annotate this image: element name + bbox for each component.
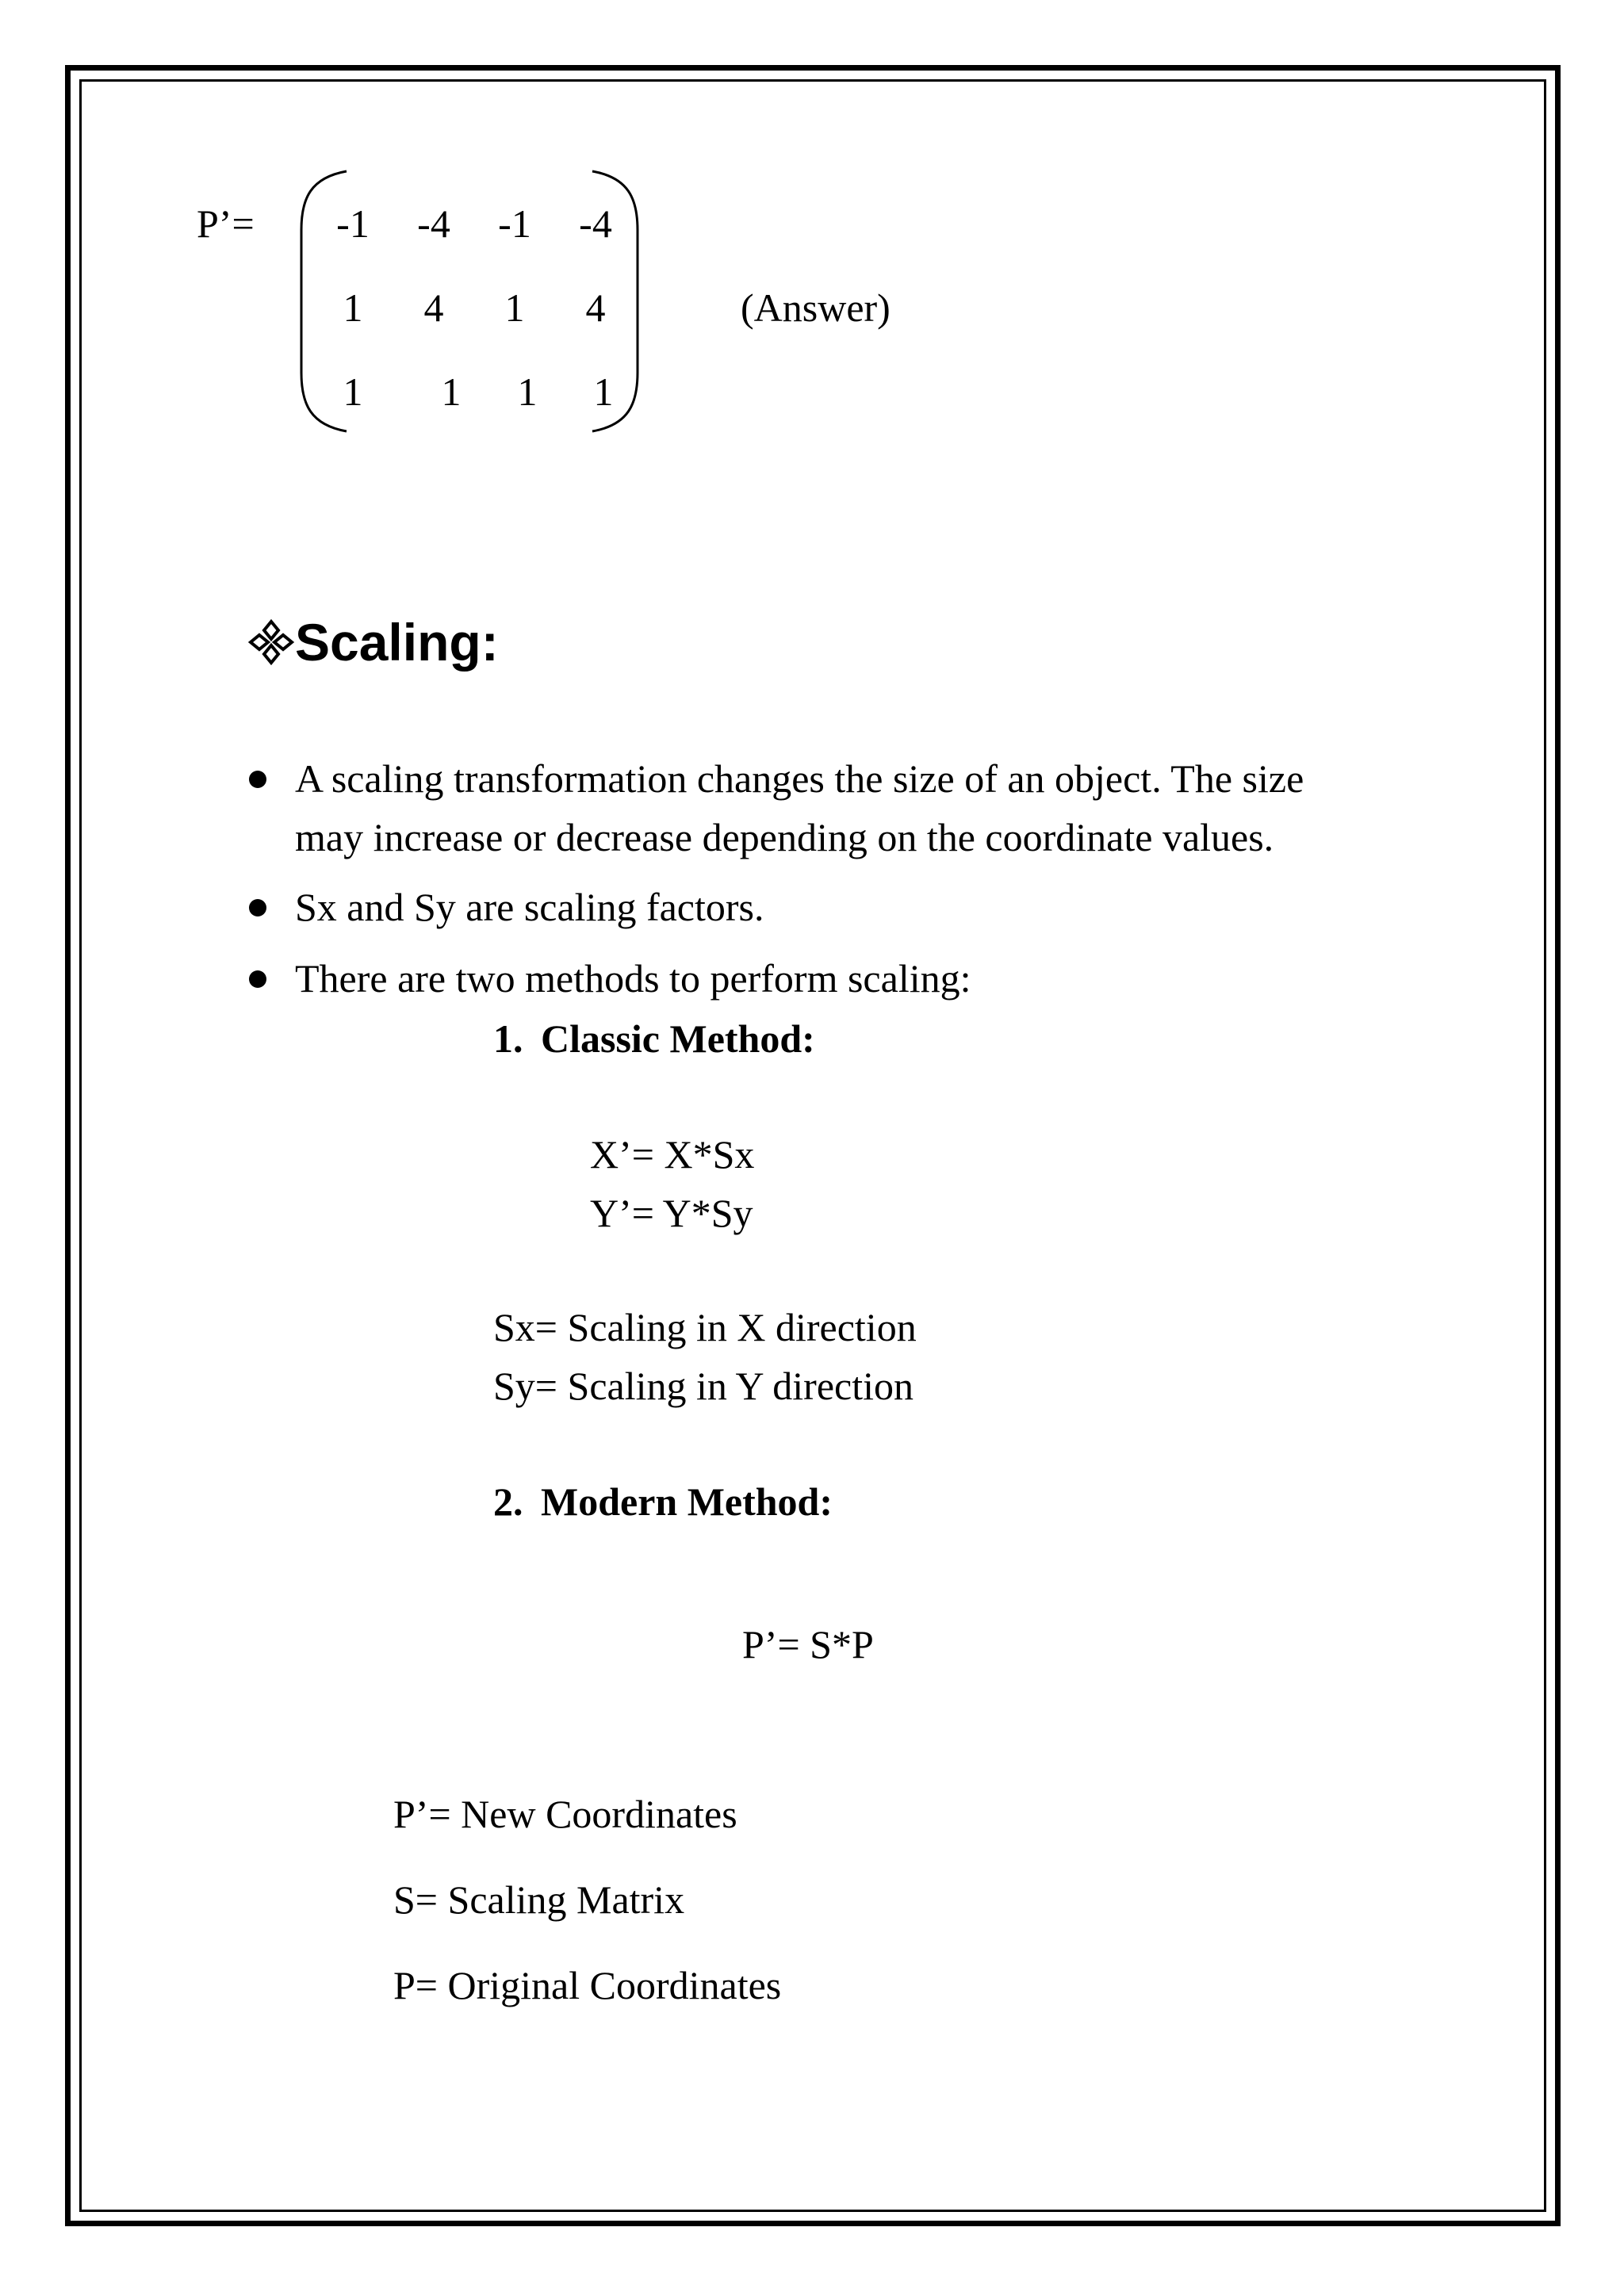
method-1-title-text: Classic Method: (541, 1016, 815, 1061)
answer-note: (Answer) (741, 285, 891, 330)
matrix-cell-r1c1: 4 (423, 285, 444, 330)
matrix-cell-r2c1: 1 (441, 369, 462, 414)
method-2-formula: P’= S*P (742, 1622, 874, 1667)
matrix-cell-r0c3: -4 (579, 201, 612, 246)
method-1-definition-2: Sy= Scaling in Y direction (493, 1364, 914, 1408)
method-2-definition-2: S= Scaling Matrix (393, 1877, 685, 1922)
bullet-3: There are two methods to perform scaling: (295, 956, 971, 1001)
bullet-dot-3 (249, 970, 266, 988)
matrix-cell-r0c0: -1 (336, 201, 370, 246)
matrix-cell-r2c2: 1 (517, 369, 538, 414)
method-1-definition-1: Sx= Scaling in X direction (493, 1305, 917, 1349)
method-1-title (493, 1015, 815, 1062)
matrix-cell-r1c0: 1 (343, 285, 363, 330)
method-1-number: 1. (493, 1016, 523, 1061)
matrix-cell-r2c0: 1 (343, 369, 363, 414)
matrix-cell-r2c3: 1 (593, 369, 614, 414)
matrix-cell-r1c3: 4 (585, 285, 606, 330)
method-2-definition-1: P’= New Coordinates (393, 1792, 737, 1836)
matrix-label: P’= (197, 201, 255, 246)
matrix-cell-r1c2: 1 (504, 285, 525, 330)
matrix-cell-r0c2: -1 (498, 201, 531, 246)
method-2-number: 2. (493, 1479, 523, 1524)
bullet-2: Sx and Sy are scaling factors. (295, 885, 764, 929)
bullet-1-line-2: may increase or decrease depending on the coordinate values. (295, 815, 1274, 859)
method-2-title (493, 1478, 833, 1525)
matrix-cell-r0c1: -4 (417, 201, 450, 246)
section-heading: Scaling: (295, 613, 499, 672)
method-2-title-text: Modern Method: (541, 1479, 833, 1524)
bullet-dot-2 (249, 899, 266, 916)
method-1-formula-2: Y’= Y*Sy (590, 1191, 753, 1235)
bullet-dot-1 (249, 771, 266, 788)
method-1-formula-1: X’= X*Sx (590, 1132, 755, 1177)
bullet-1-line-1: A scaling transformation changes the size of an object. The size (295, 756, 1304, 801)
method-2-definition-3: P= Original Coordinates (393, 1963, 782, 2007)
four-diamond-bullet-icon (247, 618, 295, 666)
